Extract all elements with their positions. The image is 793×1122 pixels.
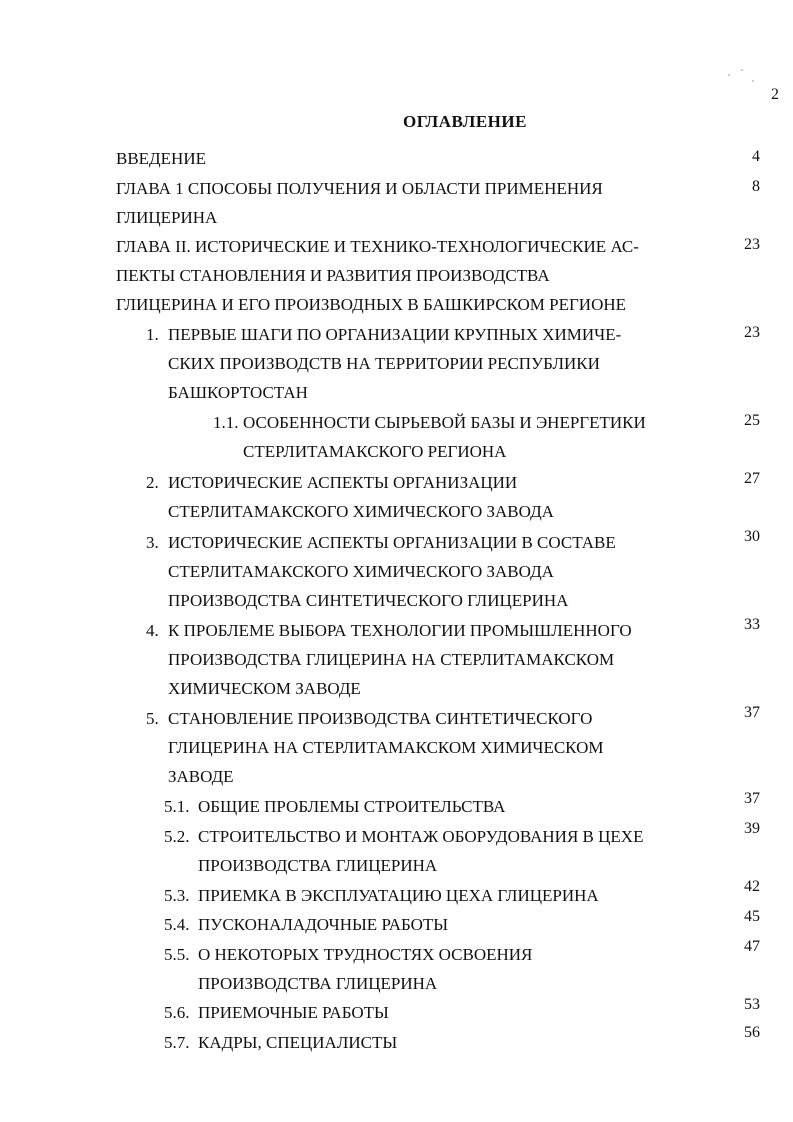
toc-entry-number: 2. — [146, 473, 159, 492]
scan-speck — [741, 69, 743, 71]
toc-entry-text: К ПРОБЛЕМЕ ВЫБОРА ТЕХНОЛОГИИ ПРОМЫШЛЕННОГО — [168, 621, 632, 640]
scan-speck — [752, 80, 754, 82]
toc-page-number: 8 — [752, 178, 760, 195]
toc-entry-number: 1. — [146, 325, 159, 344]
toc-entry-section-5-6[interactable] — [164, 998, 389, 1027]
toc-entry-number: 5.2. — [164, 827, 190, 846]
toc-entry-section-5-2[interactable] — [164, 822, 643, 880]
toc-page-number: 39 — [744, 820, 760, 837]
toc-entry-text: ГЛАВА II. ИСТОРИЧЕСКИЕ И ТЕХНИКО-ТЕХНОЛОГИЧЕСКИЕ АС- — [116, 237, 639, 256]
toc-entry-text: ПРИЕМКА В ЭКСПЛУАТАЦИЮ ЦЕХА ГЛИЦЕРИНА — [198, 886, 599, 905]
toc-entry-text: ПЕКТЫ СТАНОВЛЕНИЯ И РАЗВИТИЯ ПРОИЗВОДСТВА — [116, 266, 550, 285]
toc-entry-text: ПРИЕМОЧНЫЕ РАБОТЫ — [198, 1003, 389, 1022]
toc-entry-section-5-4[interactable] — [164, 910, 448, 939]
toc-entry-text: СТЕРЛИТАМАКСКОГО ХИМИЧЕСКОГО ЗАВОДА — [168, 562, 554, 581]
toc-entry-number: 1.1. — [213, 413, 239, 432]
toc-entry-text: ГЛИЦЕРИНА — [116, 208, 218, 227]
toc-page-number: 4 — [752, 148, 760, 165]
toc-entry-text: ПРОИЗВОДСТВА СИНТЕТИЧЕСКОГО ГЛИЦЕРИНА — [168, 591, 569, 610]
toc-page-number: 23 — [744, 236, 760, 253]
toc-entry-number: 4. — [146, 621, 159, 640]
toc-entry-section-5-7[interactable] — [164, 1028, 397, 1057]
toc-entry-section-5-1[interactable] — [164, 792, 505, 821]
toc-page-number: 42 — [744, 878, 760, 895]
toc-entry-number: 5.7. — [164, 1033, 190, 1052]
toc-entry-number: 5.5. — [164, 945, 190, 964]
toc-entry-text: СТЕРЛИТАМАКСКОГО ХИМИЧЕСКОГО ЗАВОДА — [168, 502, 554, 521]
toc-page-number: 53 — [744, 996, 760, 1013]
toc-entry-section-2[interactable] — [146, 468, 554, 526]
toc-entry-text: ПЕРВЫЕ ШАГИ ПО ОРГАНИЗАЦИИ КРУПНЫХ ХИМИЧЕ- — [168, 325, 622, 344]
toc-entry-section-3[interactable] — [146, 528, 616, 615]
toc-entry-text: ГЛИЦЕРИНА И ЕГО ПРОИЗВОДНЫХ В БАШКИРСКОМ РЕГИОНЕ — [116, 295, 627, 314]
toc-entry-section-4[interactable] — [146, 616, 632, 703]
toc-entry-text: СТРОИТЕЛЬСТВО И МОНТАЖ ОБОРУДОВАНИЯ В ЦЕХЕ — [198, 827, 644, 846]
toc-entry-section-1[interactable] — [146, 320, 621, 407]
toc-entry-text: СТАНОВЛЕНИЕ ПРОИЗВОДСТВА СИНТЕТИЧЕСКОГО — [168, 709, 593, 728]
page-number: 2 — [771, 86, 779, 103]
toc-entry-text: СТЕРЛИТАМАКСКОГО РЕГИОНА — [243, 442, 507, 461]
toc-entry-text: ВВЕДЕНИЕ — [116, 149, 206, 168]
toc-entry-number: 5.4. — [164, 915, 190, 934]
toc-entry-section-5[interactable] — [146, 704, 604, 791]
toc-entry-text: ПРОИЗВОДСТВА ГЛИЦЕРИНА — [198, 856, 438, 875]
toc-entry-text: ГЛАВА 1 СПОСОБЫ ПОЛУЧЕНИЯ И ОБЛАСТИ ПРИМЕНЕНИЯ — [116, 179, 603, 198]
scan-speck — [728, 74, 730, 76]
toc-entry-text: ИСТОРИЧЕСКИЕ АСПЕКТЫ ОРГАНИЗАЦИИ В СОСТАВЕ — [168, 533, 616, 552]
toc-title: ОГЛАВЛЕНИЕ — [403, 112, 527, 131]
toc-entry-text: ПРОИЗВОДСТВА ГЛИЦЕРИНА НА СТЕРЛИТАМАКСКОМ — [168, 650, 615, 669]
toc-page-number: 56 — [744, 1024, 760, 1041]
toc-entry-number: 5.3. — [164, 886, 190, 905]
toc-entry-text: ХИМИЧЕСКОМ ЗАВОДЕ — [168, 679, 361, 698]
toc-entry-text: ПРОИЗВОДСТВА ГЛИЦЕРИНА — [198, 974, 438, 993]
toc-page-number: 45 — [744, 908, 760, 925]
toc-entry-number: 3. — [146, 533, 159, 552]
toc-page-number: 37 — [744, 790, 760, 807]
toc-entry-number: 5. — [146, 709, 159, 728]
toc-entry-text: О НЕКОТОРЫХ ТРУДНОСТЯХ ОСВОЕНИЯ — [198, 945, 533, 964]
toc-entry-section-5-3[interactable] — [164, 881, 599, 910]
toc-entry-number: 5.1. — [164, 797, 190, 816]
toc-page-number: 33 — [744, 616, 760, 633]
toc-entry-section-1-1[interactable] — [213, 408, 646, 466]
toc-page-number: 37 — [744, 704, 760, 721]
toc-entry-chapter-2[interactable] — [116, 232, 639, 319]
toc-entry-text: ЗАВОДЕ — [168, 767, 234, 786]
toc-entry-chapter-1[interactable] — [116, 174, 603, 232]
toc-entry-section-5-5[interactable] — [164, 940, 532, 998]
toc-entry-text: КАДРЫ, СПЕЦИАЛИСТЫ — [198, 1033, 398, 1052]
toc-entry-text: ПУСКОНАЛАДОЧНЫЕ РАБОТЫ — [198, 915, 449, 934]
toc-entry-introduction[interactable] — [116, 144, 206, 173]
toc-entry-number: 5.6. — [164, 1003, 190, 1022]
toc-page-number: 23 — [744, 324, 760, 341]
toc-entry-text: БАШКОРТОСТАН — [168, 383, 308, 402]
toc-page-number: 47 — [744, 938, 760, 955]
toc-page-number: 30 — [744, 528, 760, 545]
toc-page-number: 27 — [744, 470, 760, 487]
toc-entry-text: СКИХ ПРОИЗВОДСТВ НА ТЕРРИТОРИИ РЕСПУБЛИКИ — [168, 354, 600, 373]
toc-entry-text: ГЛИЦЕРИНА НА СТЕРЛИТАМАКСКОМ ХИМИЧЕСКОМ — [168, 738, 604, 757]
toc-entry-text: ИСТОРИЧЕСКИЕ АСПЕКТЫ ОРГАНИЗАЦИИ — [168, 473, 518, 492]
toc-entry-text: ОБЩИЕ ПРОБЛЕМЫ СТРОИТЕЛЬСТВА — [198, 797, 506, 816]
toc-page-number: 25 — [744, 412, 760, 429]
toc-entry-text: ОСОБЕННОСТИ СЫРЬЕВОЙ БАЗЫ И ЭНЕРГЕТИКИ — [243, 413, 646, 432]
